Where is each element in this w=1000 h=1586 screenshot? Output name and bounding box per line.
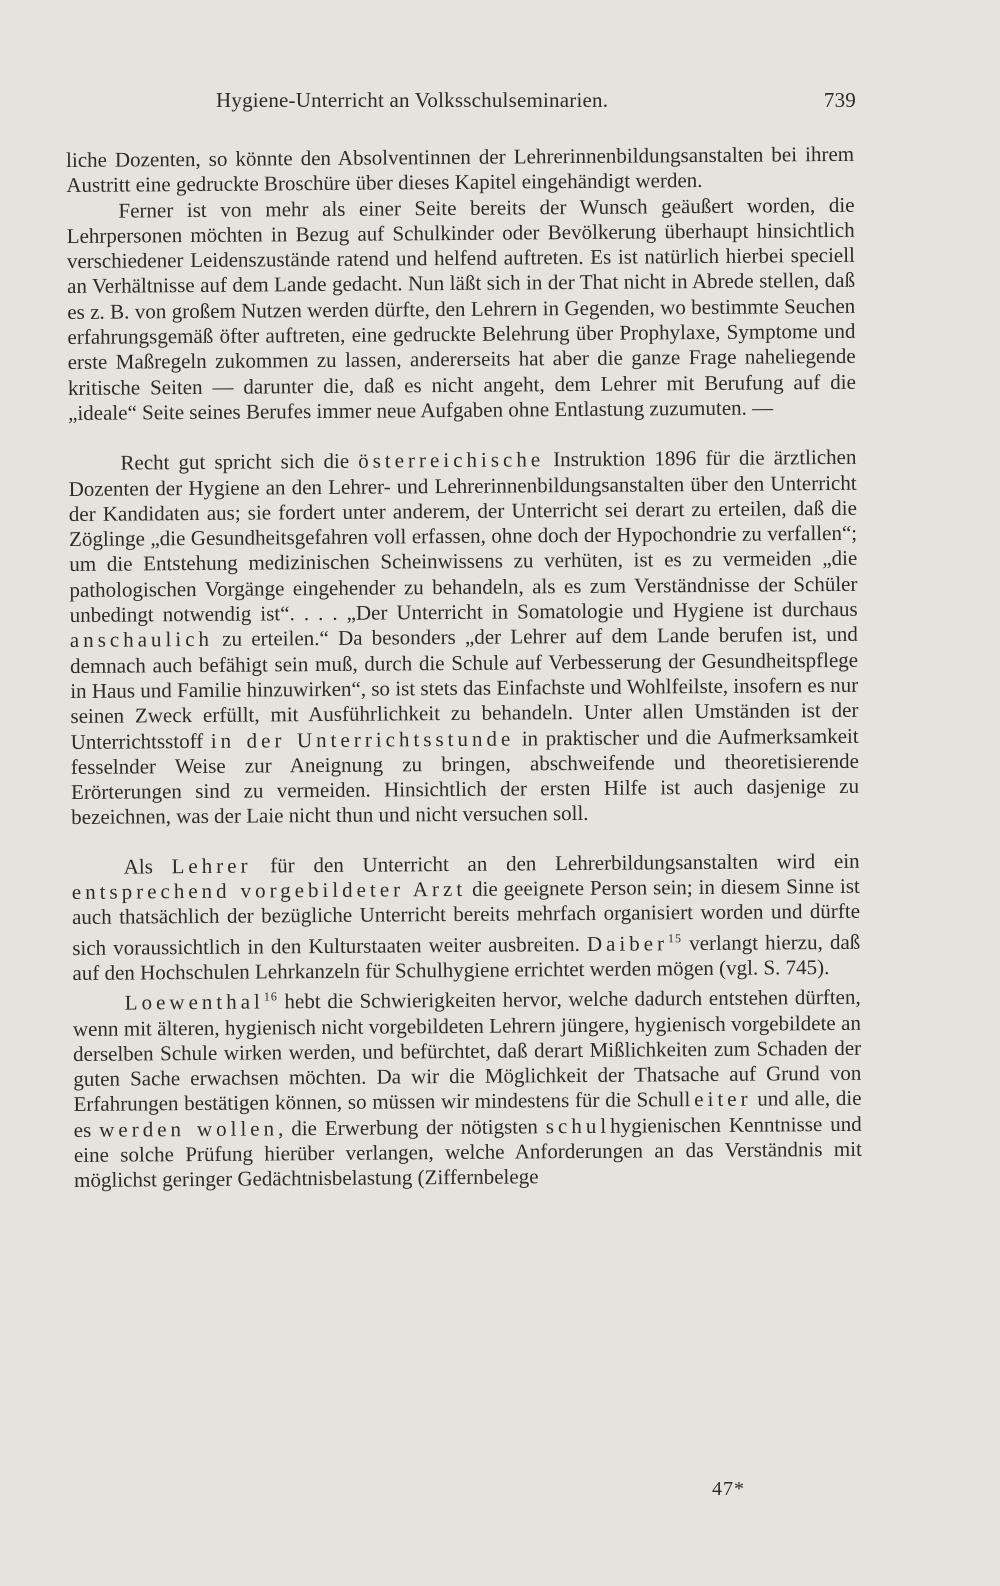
spaced-emphasis: in der Unterrichtsstunde [210,726,515,753]
text-run: für den Unterricht an den Lehrerbildungsanstalten wird ein [251,848,860,878]
text-run: , die Erwerbung der nötigsten [277,1113,546,1141]
paragraph-4 [72,849,861,987]
spaced-emphasis: entsprechend vorgebildeter Arzt [71,876,467,904]
text-run: Als [123,853,172,879]
body-text [66,142,862,1194]
text-run: in praktischer und die Aufmerksamkeit fesselnder Weise zur Aneignung zu bringen, abschweifende und theoretisierende Erörterungen sind zu vermeiden. Hinsichtlich der ersten Hilfe ist auch dasjenige zu bezeichnen, was der Laie nicht thun und nicht versuchen soll. [70,723,860,830]
text-run: verlangt hierzu, daß auf den Hochschulen Lehrkanzeln für Schulhygiene errichtet werden mögen (vgl. S. 745). [72,929,861,985]
author-name: Loewenthal [124,989,264,1015]
spaced-emphasis: werden wollen [99,1116,279,1142]
text-run: Recht gut spricht sich die [120,448,359,475]
paragraph-1: liche Dozenten, so könnte den Absolventinnen der Lehrerinnenbildungsanstalten bei ihrem Austritt eine gedruckte Broschüre über dieses Kapitel eingehändigt werden. [66,141,855,198]
footnote-ref: 16 [263,989,278,1004]
paragraph-5 [73,980,863,1194]
paragraph-2: Ferner ist von mehr als einer Seite bereits der Wunsch geäußert worden, die Lehrpersonen möchten in Bezug auf Schulkinder oder Bevölkerung überhaupt hinsichtlich verschiedener Leidenszustände ratend und helfend auftreten. Es ist natürlich hierbei speciell an Verhältnisse auf dem Lande gedacht. Nun läßt sich in der That nicht in Abrede stellen, daß es z. B. von großem Nutzen werden dürfte, den Lehrern in Gegenden, wo bestimmte Seuchen erfahrungsgemäß öfter auftreten, eine gedruckte Belehrung über Prophylaxe, Symptome und erste Maßregeln zukommen zu lassen, andererseits hat aber die ganze Frage naheliegende kritische Seiten — darunter die, daß es nicht angeht, dem Lehrer mit Berufung auf die „ideale“ Seite seines Berufes immer neue Aufgaben ohne Entlastung zuzumuten. — [66,192,856,425]
text-run: hebt die Schwierigkeiten hervor, welche dadurch entstehen dürften, wenn mit älteren, hygienisch nicht vorgebildeten Lehrern jüngere, hygienisch vorgebildete an derselben Schule wirken werden, und befürchtet, daß derart Mißlichkeiten zum Schaden der guten Sache erwachsen möchten. Da wir die Möglichkeit der Thatsache auf Grund von Erfahrungen bestätigen können, so müssen wir mindestens für die Schul [72,984,862,1117]
page-number: 739 [823,88,856,112]
text-run: hygienischen Kenntnisse und eine solche Prüfung hierüber verlangen, welche Anforderungen an das Verständnis mit möglichst geringer Gedächtnisbelastung (Ziffernbelege [73,1111,862,1193]
signature-mark: 47* [712,1478,745,1500]
footnote-ref: 15 [667,930,683,945]
running-title: Hygiene-Unterricht an Volksschulseminarien. [216,88,609,112]
text-run: zu erteilen.“ Da besonders „der Lehrer auf dem Lande berufen ist, und demnach auch befähigt sein muß, durch die Schule auf Verbesserung der Gesundheitspflege in Haus und Familie hinzuwirken“, so ist stets das Einfachste und Wohlfeilste, insofern es nur seinen Zweck erfüllt, mit Ausführlichkeit zu behandeln. Unter allen Umständen ist der Unterrichtsstoff [69,622,859,754]
paragraph-3 [68,445,859,831]
spaced-emphasis: österreichische [358,447,545,473]
text-run: die geeignete Person sein; in diesem Sinne ist auch thatsächlich der bezügliche Unterricht bereits mehrfach organisiert worden und dürfte sich voraussichtlich in den Kulturstaaten weiter ausbreiten. [71,873,861,960]
spaced-emphasis: leiter [684,1087,752,1112]
spaced-emphasis: Lehrer [171,853,252,878]
text-run: Instruktion 1896 für die ärztlichen Dozenten der Hygiene an den Lehrer- und Lehrerinnenbildungsanstalten über den Unterricht der Kandidaten aus; sie fordert unter anderem, der Unterricht sei derart zu erteilen, daß die Zöglinge „die Gesundheitsgefahren voll erfassen, ohne doch der Hypochondrie zu verfallen“; um die Entstehung medizinischen Scheinwissens zu verhüten, ist es zu vermeiden „die pathologischen Vorgänge eingehender zu behandeln, als es zum Verständnisse der Schüler unbedingt notwendig ist“. . . . „Der Unterricht in Somatologie und Hygiene ist durchaus [68,445,858,628]
spaced-emphasis: schul [545,1113,611,1138]
text-run: und alle, die es [73,1086,862,1142]
spaced-emphasis: anschaulich [69,627,214,653]
author-name: Daiber [586,930,669,956]
